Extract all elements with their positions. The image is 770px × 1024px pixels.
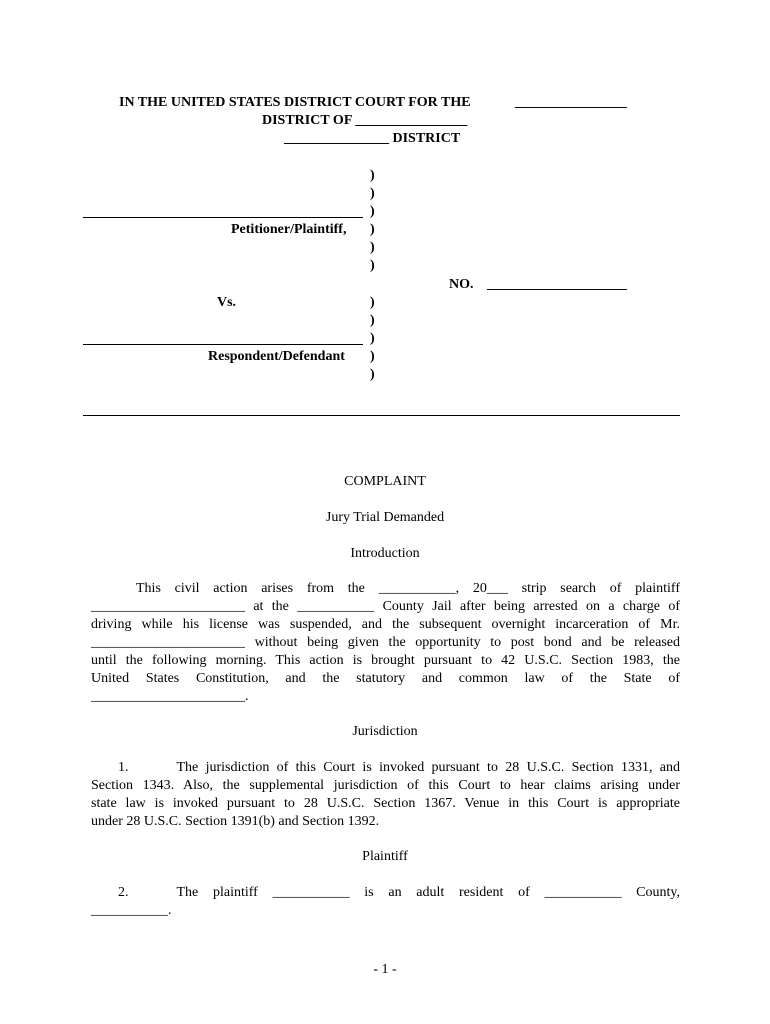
case-number-label: NO. xyxy=(449,277,474,292)
paragraph-number: 2. xyxy=(118,885,129,900)
plaintiff-paragraph xyxy=(91,884,680,920)
jury-demand-heading: Jury Trial Demanded xyxy=(325,510,445,525)
court-title-line1: IN THE UNITED STATES DISTRICT COURT FOR THE xyxy=(119,95,471,110)
petitioner-label: Petitioner/Plaintiff, xyxy=(231,222,347,237)
jurisdiction-paragraph xyxy=(91,759,680,831)
jurisdiction-line: state law is invoked pursuant to 28 U.S.C. Section 1367. Venue in this Court is appropriate xyxy=(91,796,680,811)
caption-paren: ) xyxy=(370,186,375,201)
court-title-line2: DISTRICT OF ________________ xyxy=(262,113,468,128)
petitioner-name-line xyxy=(83,217,363,218)
introduction-paragraph xyxy=(91,580,680,706)
case-number-blank: ____________________ xyxy=(487,277,627,292)
jurisdiction-line: The jurisdiction of this Court is invoked pursuant to 28 U.S.C. Section 1331, and xyxy=(176,760,680,775)
respondent-name-line xyxy=(83,344,363,345)
caption-paren: ) xyxy=(370,168,375,183)
caption-paren: ) xyxy=(370,222,375,237)
court-title-line3: _______________ DISTRICT xyxy=(284,131,461,146)
jurisdiction-line: Section 1343. Also, the supplemental jurisdiction of this Court to hear claims arising under xyxy=(91,778,680,793)
caption-paren: ) xyxy=(370,349,375,364)
intro-line: driving while his license was suspended, and the subsequent overnight incarceration of Mr. xyxy=(91,617,680,632)
caption-paren: ) xyxy=(370,367,375,382)
caption-paren: ) xyxy=(370,258,375,273)
plaintiff-line: ___________. xyxy=(91,903,172,918)
caption-paren: ) xyxy=(370,240,375,255)
caption-paren: ) xyxy=(370,295,375,310)
intro-line: ______________________ without being given the opportunity to post bond and be released xyxy=(91,635,680,650)
complaint-heading: COMPLAINT xyxy=(344,474,426,489)
caption-paren: ) xyxy=(370,204,375,219)
court-blank: ________________ xyxy=(515,95,627,110)
intro-line: ______________________ at the ___________ County Jail after being arrested on a charge of xyxy=(91,599,680,614)
respondent-label: Respondent/Defendant xyxy=(208,349,345,364)
vs-label: Vs. xyxy=(217,295,237,310)
caption-paren: ) xyxy=(370,313,375,328)
introduction-heading: Introduction xyxy=(350,546,420,561)
page-number: - 1 - xyxy=(373,962,397,977)
caption-divider xyxy=(83,415,680,416)
plaintiff-heading: Plaintiff xyxy=(362,849,408,864)
jurisdiction-heading: Jurisdiction xyxy=(352,724,418,739)
jurisdiction-line: under 28 U.S.C. Section 1391(b) and Section 1392. xyxy=(91,814,380,829)
intro-line: United States Constitution, and the statutory and common law of the State of xyxy=(91,671,680,686)
intro-line: This civil action arises from the ___________, 20___ strip search of plaintiff xyxy=(136,581,680,596)
intro-line: until the following morning. This action is brought pursuant to 42 U.S.C. Section 1983, the xyxy=(91,653,680,668)
paragraph-number: 1. xyxy=(118,760,129,775)
intro-line: ______________________. xyxy=(91,689,249,704)
plaintiff-line: The plaintiff ___________ is an adult resident of ___________ County, xyxy=(176,885,680,900)
caption-paren: ) xyxy=(370,331,375,346)
